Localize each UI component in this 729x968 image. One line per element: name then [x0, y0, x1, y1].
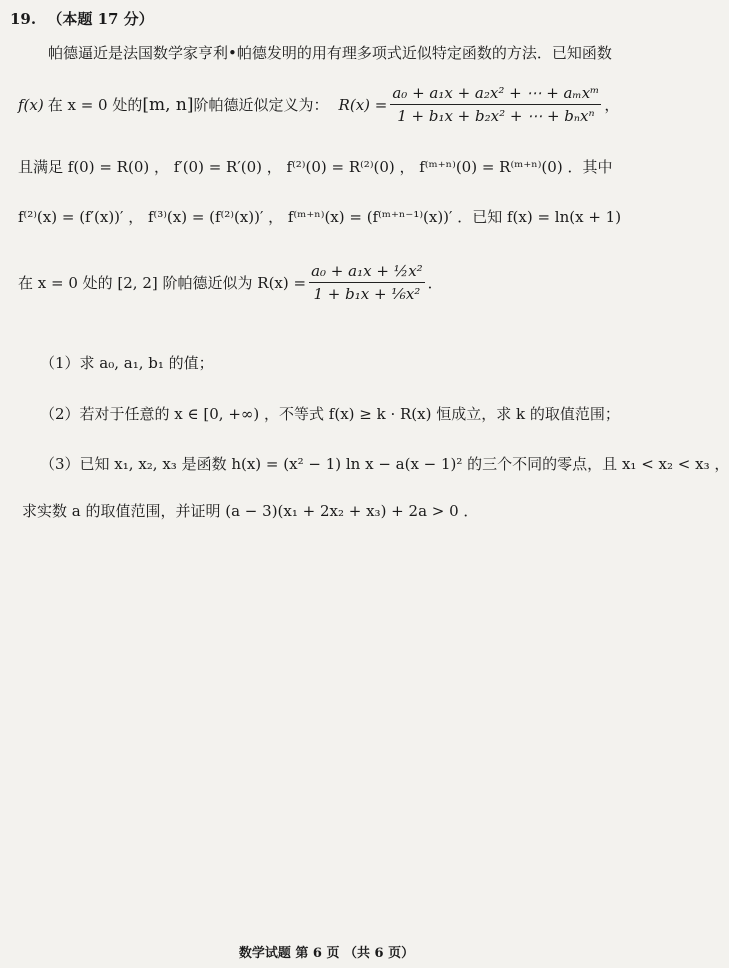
approx-numerator: a₀ + a₁x + ½x² [311, 262, 423, 280]
problem-number: 19. [10, 10, 37, 28]
def-at: 在 x = 0 处的 [47, 96, 143, 114]
R-denominator: 1 + b₁x + b₂x² + ⋯ + bₙxⁿ [397, 107, 595, 125]
question-3: （3）已知 x₁, x₂, x₃ 是函数 h(x) = (x² − 1) ln x − a(x − 1)² 的三个不同的零点，且 x₁ < x₂ < x₃ ， [40, 455, 729, 473]
def-bracket: [m, n] [142, 94, 194, 115]
derivatives-line: f⁽²⁾(x) = (f′(x))′ ， f⁽³⁾(x) = (f⁽²⁾(x))′ ， f⁽ᵐ⁺ⁿ⁾(x) = (f⁽ᵐ⁺ⁿ⁻¹⁾(x))′ ．已知 f(x) = ln(x + 1) [18, 208, 622, 226]
intro-text: 帕德逼近是法国数学家亨利•帕德发明的用有理多项式近似特定函数的方法．已知函数 [48, 44, 612, 62]
question-2: （2）若对于任意的 x ∈ [0, +∞) ，不等式 f(x) ≥ k · R(x) 恒成立，求 k 的取值范围； [40, 405, 620, 423]
R-lhs: R(x) = [338, 95, 388, 114]
page-footer: 数学试题 第 6 页 （共 6 页） [238, 946, 415, 961]
question-3-continued: 求实数 a 的取值范围，并证明 (a − 3)(x₁ + 2x₂ + x₃) + 2a > 0 ． [22, 502, 479, 520]
approx-fraction [309, 262, 425, 303]
R-fraction [390, 84, 601, 125]
def-prefix: 阶帕德近似定义为： [193, 96, 329, 114]
R-numerator: a₀ + a₁x + a₂x² + ⋯ + aₘxᵐ [392, 84, 600, 102]
fraction-bar [309, 282, 425, 283]
conditions-line: 且满足 f(0) = R(0) ， f′(0) = R′(0) ， f⁽²⁾(0) = R⁽²⁾(0) ， f⁽ᵐ⁺ⁿ⁾(0) = R⁽ᵐ⁺ⁿ⁾(0) ．其中 [18, 158, 613, 176]
fraction-bar [390, 104, 601, 105]
definition-line: f(x) 在 x = 0 处的 [m, n] 阶帕德近似定义为： R(x) = $\frac{\text{a₀ + a₁x + a₂x² + ⋯ + aₘxᵐ}}{\text{1 + b₁x + b₂x² + ⋯ + bₙxⁿ}}$ ， [18, 84, 620, 125]
def-func: f(x) [18, 95, 44, 114]
problem-header [10, 8, 154, 29]
approx-denominator: 1 + b₁x + ⅙x² [313, 285, 421, 303]
question-1: （1）求 a₀, a₁, b₁ 的值； [40, 354, 214, 372]
approx-line: 在 x = 0 处的 [2, 2] 阶帕德近似为 R(x) = $\frac{\text{a₀ + a₁x + ½x²}}{\text{1 + b₁x + ⅙x²}}$ ． [18, 262, 443, 303]
problem-score: （本题 17 分） [47, 10, 154, 28]
approx-prefix: 在 x = 0 处的 [2, 2] 阶帕德近似为 R(x) = [18, 274, 307, 292]
